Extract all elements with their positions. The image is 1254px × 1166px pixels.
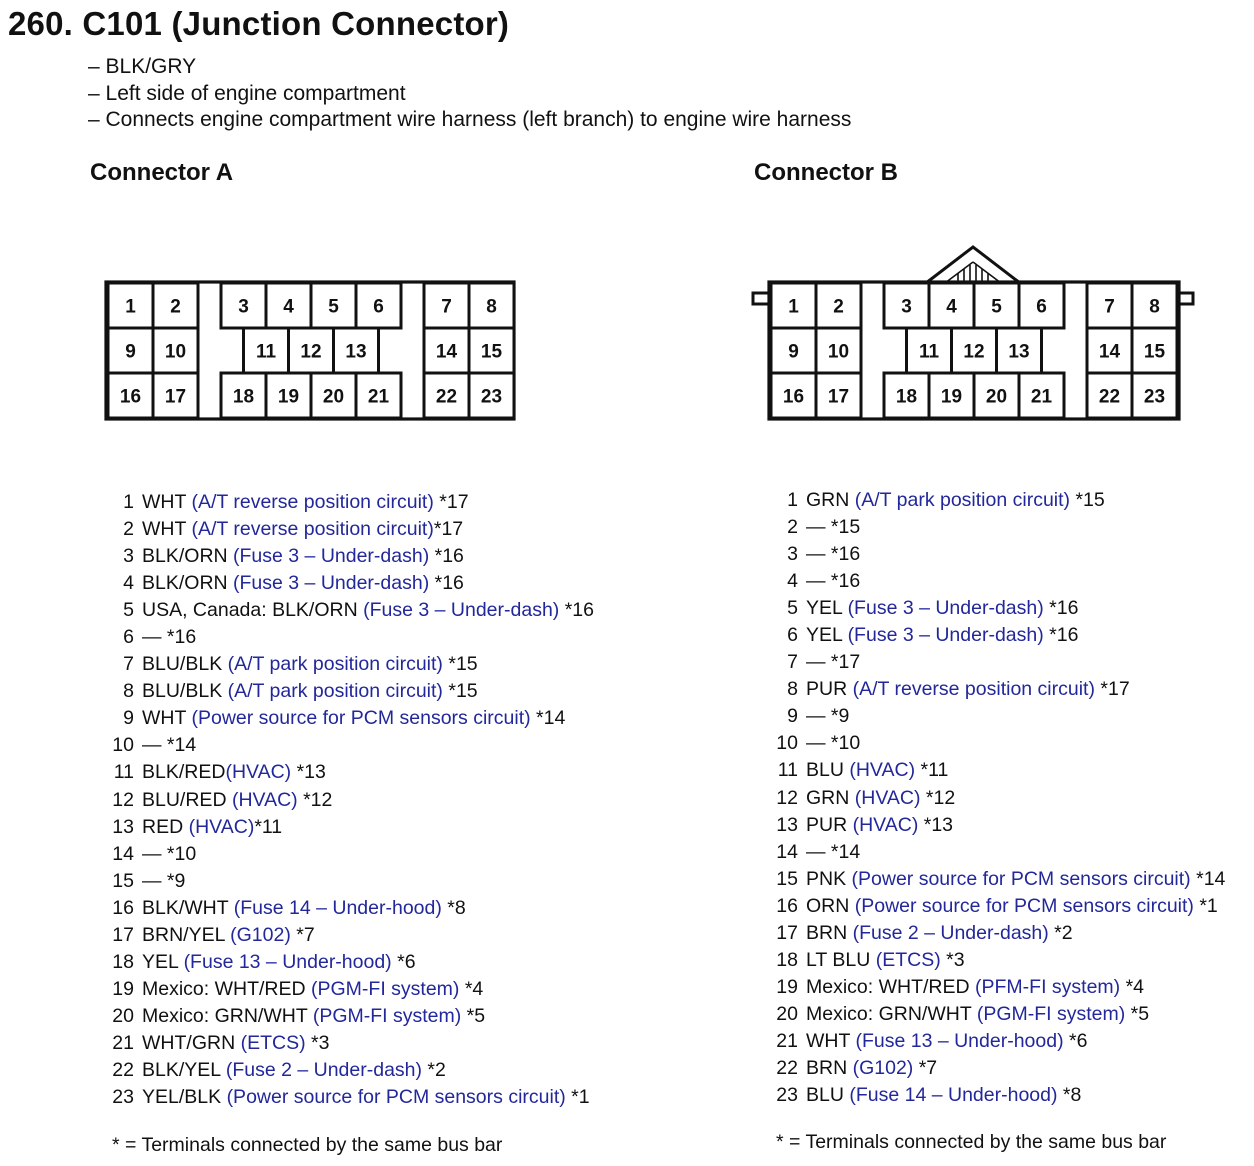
connector-a-pin-row <box>104 1084 594 1111</box>
pin-number: 16 <box>112 896 134 919</box>
pin-number: 14 <box>776 840 798 863</box>
page-title: 260. C101 (Junction Connector) <box>8 5 510 42</box>
connector-a-pin-row <box>104 570 594 597</box>
circuit-name: (A/T reverse position circuit) <box>852 678 1095 701</box>
circuit-name: (Power source for PCM sensors circuit) <box>854 894 1194 917</box>
connector-b-cavity-number: 21 <box>1030 386 1053 408</box>
connector-b-pin-list <box>768 487 1225 1109</box>
description-color: – BLK/GRY <box>88 55 197 78</box>
bus-bar-note: *1 <box>1193 894 1218 917</box>
wire-color: — *14 <box>142 734 197 757</box>
connector-a-pin-row <box>104 949 594 976</box>
connector-a-cavity-number: 18 <box>232 386 255 408</box>
connector-a-pin-row <box>104 976 594 1003</box>
connector-a-pin-row <box>104 922 594 949</box>
connector-a-pin-row <box>104 868 594 895</box>
connector-b-cavity-number: 9 <box>788 341 799 363</box>
connector-a-face-diagram <box>100 240 524 426</box>
pin-number: 7 <box>787 651 798 674</box>
connector-a-cavity-number: 20 <box>322 386 345 408</box>
connector-a-pin-row <box>104 543 594 570</box>
connector-a-cavity-number: 6 <box>373 296 384 318</box>
wire-color: — *16 <box>806 570 861 593</box>
wire-color: BLK/ORN <box>142 545 234 568</box>
pin-number: 21 <box>112 1031 134 1054</box>
connector-b-pin-row <box>768 812 1225 839</box>
circuit-name: (Fuse 3 – Under-dash) <box>233 545 430 568</box>
pin-number: 7 <box>123 653 134 676</box>
connector-b-footnote: * = Terminals connected by the same bus bar <box>776 1131 1167 1153</box>
wire-color: YEL/BLK <box>142 1086 227 1109</box>
wire-color: GRN <box>806 489 855 511</box>
bus-bar-note: *13 <box>918 813 954 836</box>
pin-number: 22 <box>112 1058 134 1081</box>
circuit-name: (A/T park position circuit) <box>227 653 443 676</box>
bus-bar-note: *11 <box>254 815 283 838</box>
bus-bar-note: *11 <box>915 759 949 782</box>
pin-number: 8 <box>787 678 798 701</box>
connector-a-pin-row <box>104 895 594 922</box>
bus-bar-note: *5 <box>1125 1002 1150 1025</box>
bus-bar-note: *16 <box>1043 597 1079 620</box>
circuit-name: (Power source for PCM sensors circuit) <box>226 1086 566 1109</box>
connector-b-pin-row <box>768 595 1225 622</box>
wire-color: WHT <box>142 518 192 541</box>
connector-a-pin-row <box>104 841 594 868</box>
pin-number: 23 <box>776 1084 798 1107</box>
wire-color: YEL <box>806 624 848 647</box>
connector-a-cavity-number: 11 <box>255 341 277 363</box>
bus-bar-note: *17 <box>1094 678 1130 701</box>
pin-number: 13 <box>776 813 798 836</box>
circuit-name: (PGM-FI system) <box>976 1002 1126 1025</box>
connector-a-pin-row <box>104 732 594 759</box>
wire-color: RED <box>142 815 189 838</box>
bus-bar-note: *17 <box>433 491 469 513</box>
circuit-name: (A/T park position circuit) <box>854 489 1071 511</box>
circuit-name: (ETCS) <box>875 948 941 971</box>
wire-color: WHT/GRN <box>142 1031 241 1054</box>
connector-b-cavity-number: 22 <box>1098 386 1121 408</box>
connector-description-list <box>88 54 851 134</box>
wire-color: — *9 <box>806 705 850 728</box>
pin-number: 11 <box>777 759 798 782</box>
connector-a-pin-row <box>104 705 594 732</box>
wire-color: PUR <box>806 678 853 701</box>
connector-b-cavity-number: 12 <box>963 341 985 363</box>
bus-bar-note: *3 <box>940 948 965 971</box>
circuit-name: (Power source for PCM sensors circuit) <box>851 867 1191 890</box>
wire-color: BLK/WHT <box>142 896 234 919</box>
connector-a-heading: Connector A <box>90 159 234 186</box>
connector-b-cavity-number: 4 <box>946 296 957 318</box>
bus-bar-note: *12 <box>920 786 956 809</box>
circuit-name: (Fuse 2 – Under-dash) <box>852 921 1049 944</box>
circuit-name: (HVAC) <box>231 788 298 811</box>
pin-number: 22 <box>776 1056 798 1079</box>
wire-color: USA, Canada: BLK/ORN <box>142 599 364 622</box>
connector-b-locking-hood <box>926 247 1020 283</box>
bus-bar-note: *16 <box>1043 624 1079 647</box>
pin-number: 20 <box>112 1004 134 1027</box>
connector-a-pin-row <box>104 516 594 543</box>
pin-number: 4 <box>787 570 798 593</box>
connector-b-pin-row <box>768 839 1225 866</box>
bus-bar-note: *2 <box>1048 921 1073 944</box>
connector-b-cavity-number: 7 <box>1104 296 1115 318</box>
connector-b-pin-row <box>768 1082 1225 1109</box>
wire-color: BLU/RED <box>142 788 232 811</box>
connector-b-cavity-number: 13 <box>1008 341 1030 363</box>
circuit-name: (Fuse 13 – Under-hood) <box>183 950 392 973</box>
wire-color: ORN <box>806 894 855 917</box>
circuit-name: (A/T reverse position circuit) <box>191 491 434 513</box>
connector-b-cavity-number: 1 <box>788 296 799 318</box>
connector-b-face-diagram <box>748 240 1200 426</box>
circuit-name: (A/T reverse position circuit) <box>191 518 434 541</box>
wire-color: BLU <box>806 1084 850 1107</box>
connector-b-pin-row <box>768 866 1225 893</box>
pin-number: 19 <box>112 977 134 1000</box>
connector-b-pin-row <box>768 514 1225 541</box>
connector-b-pin-row <box>768 920 1225 947</box>
connector-a-cavity-number: 15 <box>480 341 503 363</box>
bus-bar-note: *4 <box>459 977 484 1000</box>
connector-a-footnote: * = Terminals connected by the same bus bar <box>112 1134 503 1156</box>
connector-b-cavity-number: 16 <box>782 386 805 408</box>
bus-bar-note: *6 <box>1063 1029 1088 1052</box>
wire-color: BLU/BLK <box>142 653 228 676</box>
pin-number: 2 <box>787 516 798 539</box>
bus-bar-note: *8 <box>1057 1084 1082 1107</box>
description-location: – Left side of engine compartment <box>88 81 406 105</box>
connector-b-cavity-number: 15 <box>1143 341 1166 363</box>
bus-bar-note: *8 <box>441 896 466 919</box>
pin-number: 15 <box>112 869 134 892</box>
connector-b-heading: Connector B <box>754 159 898 186</box>
connector-b-cavity-number: 2 <box>833 296 844 318</box>
wire-color: — *10 <box>806 732 861 755</box>
pin-number: 18 <box>776 948 798 971</box>
connector-a-cavity-number: 2 <box>170 296 181 318</box>
connector-b-pin-row <box>768 893 1225 920</box>
bus-bar-note: *16 <box>429 545 464 568</box>
pin-number: 10 <box>112 734 134 757</box>
bus-bar-note: *12 <box>297 788 333 811</box>
circuit-name: (Fuse 14 – Under-hood) <box>849 1084 1058 1107</box>
connector-a-pin-row <box>104 624 594 651</box>
wire-color: PUR <box>806 813 853 836</box>
bus-bar-note: *14 <box>1190 867 1226 890</box>
wire-color: — *15 <box>806 516 861 539</box>
wire-color: BRN/YEL <box>142 923 231 946</box>
pin-number: 10 <box>776 732 798 755</box>
connector-a-cavity-number: 23 <box>480 386 503 408</box>
circuit-name: (Fuse 3 – Under-dash) <box>363 599 560 622</box>
bus-bar-note: *13 <box>291 761 326 784</box>
pin-number: 13 <box>112 815 134 838</box>
bus-bar-note: *5 <box>461 1004 486 1027</box>
connector-a-pin-row <box>104 597 594 624</box>
circuit-name: (HVAC) <box>854 786 921 809</box>
wire-color: Mexico: GRN/WHT <box>806 1002 977 1025</box>
connector-b-pin-row <box>768 622 1225 649</box>
wire-color: BLU/BLK <box>142 680 228 703</box>
pin-number: 18 <box>112 950 134 973</box>
connector-a-cavity-number: 7 <box>441 296 452 318</box>
pin-number: 17 <box>776 921 798 944</box>
connector-a-cavity-number: 4 <box>283 296 294 318</box>
connector-b-cavity-number: 17 <box>827 386 850 408</box>
circuit-name: (Power source for PCM sensors circuit) <box>191 707 531 730</box>
connector-b-pin-row <box>768 703 1225 730</box>
connector-a-cavity-number: 12 <box>300 341 322 363</box>
pin-number: 11 <box>113 761 134 784</box>
bus-bar-note: *4 <box>1120 975 1145 998</box>
bus-bar-note: *2 <box>422 1058 446 1081</box>
bus-bar-note: *3 <box>305 1031 330 1054</box>
pin-number: 5 <box>123 599 134 622</box>
connector-a-cavity-number: 3 <box>238 296 249 318</box>
connector-b-cavity-number: 20 <box>985 386 1008 408</box>
bus-bar-note: *15 <box>442 680 478 703</box>
connector-b-pin-row <box>768 974 1225 1001</box>
connector-b-pin-row <box>768 676 1225 703</box>
wire-color: WHT <box>142 491 192 513</box>
connector-a-pin-row <box>104 787 594 814</box>
circuit-name: (HVAC) <box>225 761 292 784</box>
connector-b-pin-row <box>768 568 1225 595</box>
pin-number: 3 <box>787 543 798 566</box>
connector-b-cavity-number: 18 <box>895 386 918 408</box>
pin-number: 20 <box>776 1002 798 1025</box>
pin-number: 19 <box>776 975 798 998</box>
connector-a-cavity-number: 1 <box>125 296 136 318</box>
pin-number: 21 <box>776 1029 798 1052</box>
wire-color: — *16 <box>806 543 861 566</box>
connector-b-cavities <box>771 283 1177 418</box>
connector-b-pin-row <box>768 757 1225 784</box>
pin-number: 23 <box>112 1086 134 1109</box>
wire-color: BLK/RED <box>142 761 226 784</box>
pin-number: 4 <box>123 572 134 595</box>
wire-color: PNK <box>806 867 852 890</box>
connector-a-cavity-number: 21 <box>367 386 390 408</box>
pin-number: 15 <box>776 867 798 890</box>
bus-bar-note: *7 <box>913 1056 938 1079</box>
connector-a-cavity-number: 10 <box>164 341 187 363</box>
bus-bar-note: *15 <box>442 653 478 676</box>
connector-b-cavity-number: 3 <box>901 296 912 318</box>
connector-a-cavity-number: 9 <box>125 341 136 363</box>
connector-b-cavity-number: 10 <box>827 341 850 363</box>
connector-a-cavity-number: 8 <box>486 296 497 318</box>
connector-b-cavity-number: 23 <box>1143 386 1166 408</box>
wire-color: YEL <box>806 597 848 620</box>
pin-number: 6 <box>123 626 134 649</box>
wire-color: — *10 <box>142 842 197 865</box>
connector-b-cavity-number: 14 <box>1098 341 1121 363</box>
circuit-name: (PGM-FI system) <box>312 1004 462 1027</box>
connector-a-pin-row <box>104 1057 594 1084</box>
connector-b-pin-row <box>768 1055 1225 1082</box>
connector-b-pin-row <box>768 649 1225 676</box>
connector-a-cavity-number: 19 <box>277 386 300 408</box>
pin-number: 17 <box>112 923 134 946</box>
pin-number: 9 <box>787 705 798 728</box>
connector-a-cavity-number: 5 <box>328 296 339 318</box>
bus-bar-note: *17 <box>433 518 464 541</box>
connector-b-left-latch-tab <box>753 293 769 304</box>
wire-color: WHT <box>142 707 192 730</box>
connector-b-pin-row <box>768 1028 1225 1055</box>
connector-a-pin-row <box>104 489 594 516</box>
pin-number: 5 <box>787 597 798 620</box>
bus-bar-note: *15 <box>1070 489 1105 511</box>
connector-b-pin-row <box>768 541 1225 568</box>
wire-color: WHT <box>806 1029 856 1052</box>
connector-b-cavity-number: 19 <box>940 386 963 408</box>
connector-a-pin-row <box>104 814 594 841</box>
wire-color: Mexico: WHT/RED <box>142 977 312 1000</box>
pin-number: 1 <box>787 489 798 511</box>
connector-b-cavity-number: 6 <box>1036 296 1047 318</box>
pin-number: 6 <box>787 624 798 647</box>
circuit-name: (HVAC) <box>849 759 916 782</box>
connector-a-pin-row <box>104 651 594 678</box>
bus-bar-note: *14 <box>530 707 566 730</box>
connector-b-pin-row <box>768 785 1225 812</box>
connector-b-pin-row <box>768 487 1225 514</box>
circuit-name: (G102) <box>852 1056 914 1079</box>
circuit-name: (ETCS) <box>240 1031 306 1054</box>
connector-a-cavity-number: 13 <box>345 341 367 363</box>
connector-a-pin-row <box>104 1030 594 1057</box>
circuit-name: (Fuse 14 – Under-hood) <box>233 896 442 919</box>
connector-b-pin-row <box>768 1001 1225 1028</box>
circuit-name: (A/T park position circuit) <box>227 680 443 703</box>
wire-color: BLK/YEL <box>142 1058 226 1081</box>
wire-color: BLK/ORN <box>142 572 234 595</box>
circuit-name: (Fuse 3 – Under-dash) <box>847 597 1044 620</box>
connector-b-cavity-number: 8 <box>1149 296 1160 318</box>
wire-color: BLU <box>806 759 850 782</box>
circuit-name: (Fuse 13 – Under-hood) <box>855 1029 1064 1052</box>
connector-a-cavities <box>108 283 514 418</box>
description-connects: – Connects engine compartment wire harness (left branch) to engine wire harness <box>88 108 852 131</box>
bus-bar-note: *1 <box>565 1086 590 1109</box>
circuit-name: (HVAC) <box>188 815 255 838</box>
connector-a-cavity-number: 22 <box>435 386 458 408</box>
bus-bar-note: *16 <box>429 572 464 595</box>
connector-a-pin-row <box>104 759 594 786</box>
connector-b-cavity-number: 5 <box>991 296 1002 318</box>
wire-color: YEL <box>142 950 184 973</box>
circuit-name: (PFM-FI system) <box>975 975 1121 998</box>
circuit-name: (Fuse 2 – Under-dash) <box>225 1058 422 1081</box>
wire-color: GRN <box>806 786 855 809</box>
connector-a-pin-list <box>104 489 594 1111</box>
connector-a-cavity-number: 14 <box>435 341 458 363</box>
pin-number: 8 <box>123 680 134 703</box>
wire-color: Mexico: WHT/RED <box>806 975 976 998</box>
connector-a-cavity-number: 17 <box>164 386 187 408</box>
connector-b-pin-row <box>768 730 1225 757</box>
wire-color: — *14 <box>806 840 861 863</box>
wire-color: — *16 <box>142 626 197 649</box>
circuit-name: (Fuse 3 – Under-dash) <box>233 572 430 595</box>
wire-color: — *17 <box>806 651 861 674</box>
connector-a-pin-row <box>104 678 594 705</box>
pin-number: 14 <box>112 842 134 865</box>
connector-b-cavity-number: 11 <box>918 341 940 363</box>
connector-a-cavity-number: 16 <box>119 386 142 408</box>
wire-color: BRN <box>806 1056 853 1079</box>
circuit-name: (PGM-FI system) <box>311 977 460 1000</box>
circuit-name: (G102) <box>230 923 291 946</box>
bus-bar-note: *7 <box>290 923 315 946</box>
pin-number: 12 <box>112 788 134 811</box>
bus-bar-note: *16 <box>559 599 594 622</box>
bus-bar-note: *6 <box>391 950 416 973</box>
wire-color: BRN <box>806 921 853 944</box>
circuit-name: (HVAC) <box>852 813 919 836</box>
wire-color: Mexico: GRN/WHT <box>142 1004 313 1027</box>
wire-color: LT BLU <box>806 948 876 971</box>
pin-number: 9 <box>123 707 134 730</box>
pin-number: 16 <box>776 894 798 917</box>
pin-number: 1 <box>123 491 134 513</box>
connector-b-pin-row <box>768 947 1225 974</box>
connector-a-pin-row <box>104 1003 594 1030</box>
pin-number: 2 <box>123 518 134 541</box>
wire-color: — *9 <box>142 869 186 892</box>
pin-number: 3 <box>123 545 134 568</box>
circuit-name: (Fuse 3 – Under-dash) <box>847 624 1044 647</box>
pin-number: 12 <box>776 786 798 809</box>
